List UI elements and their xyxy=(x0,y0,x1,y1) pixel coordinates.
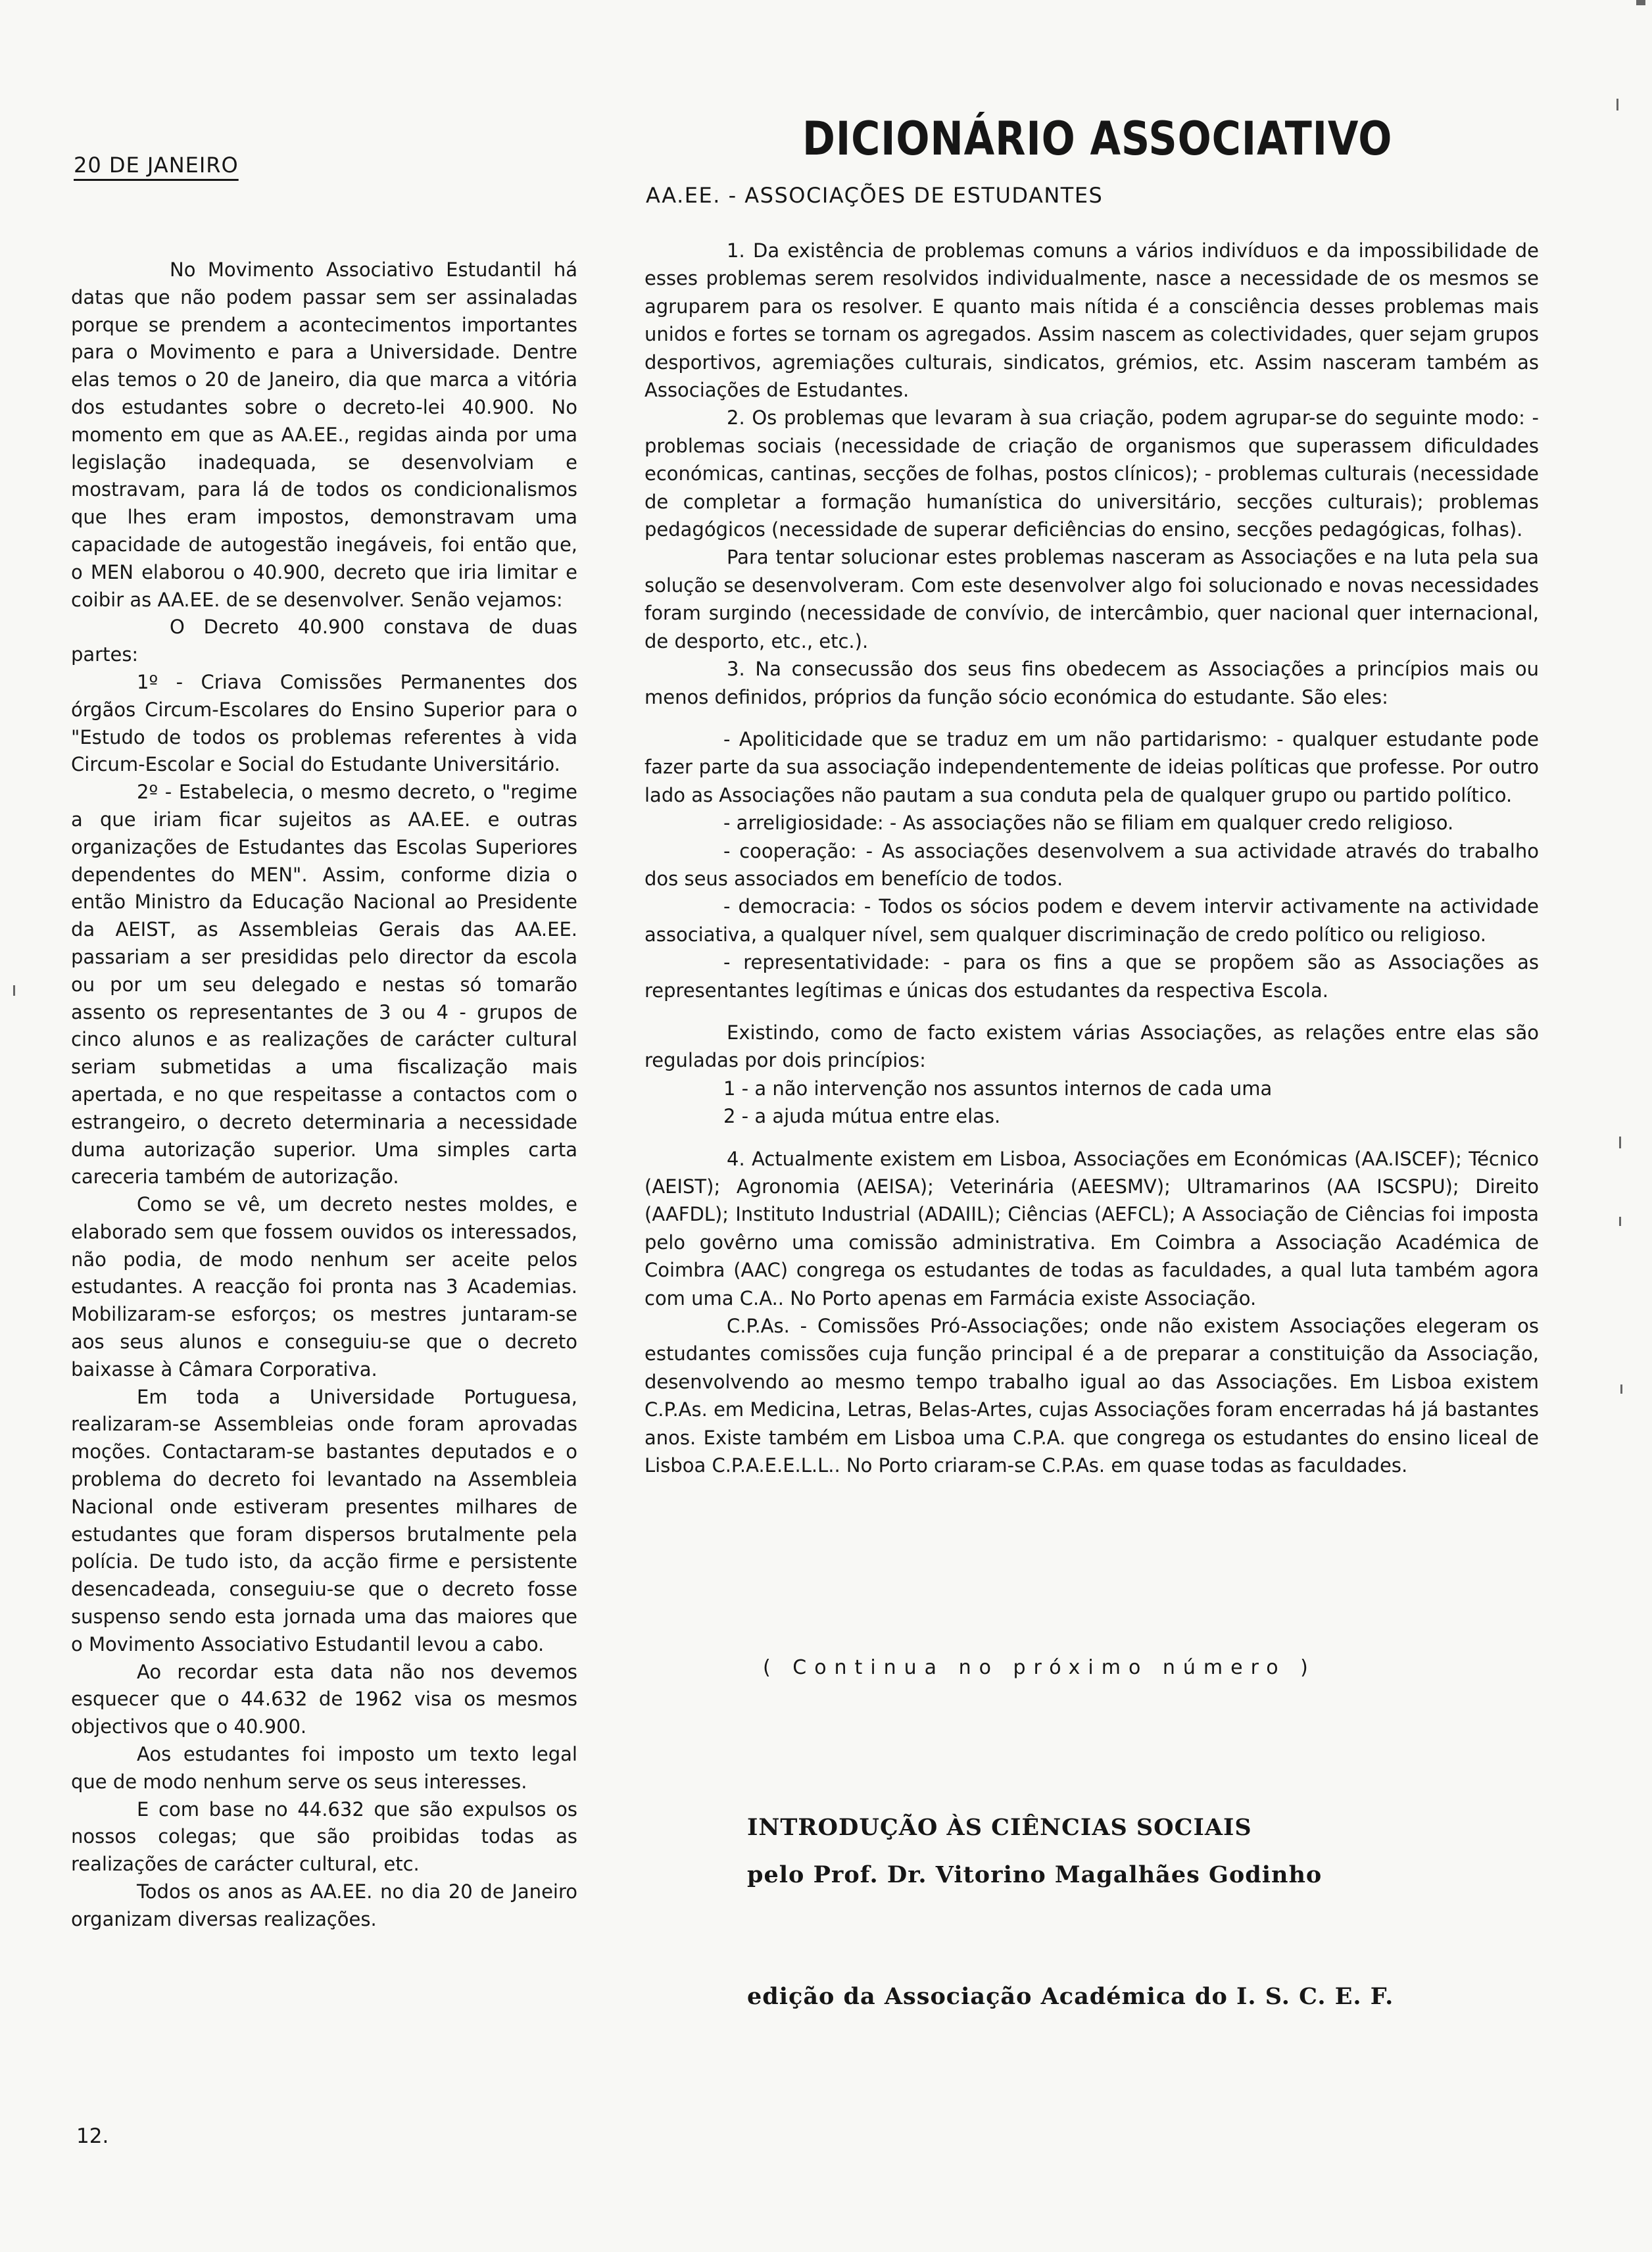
scan-speck xyxy=(1619,1137,1621,1148)
left-paragraph: Todos os anos as AA.EE. no dia 20 de Janeiro organizam diversas realizações. xyxy=(71,1880,577,1930)
right-paragraph: 3. Na consecussão dos seus fins obedecem as Associações a princípios mais ou menos definidos, próprios da função sócio económica do estudante. São eles: xyxy=(644,658,1539,708)
right-paragraph: 4. Actualmente existem em Lisboa, Associações em Económicas (AA.ISCEF); Técnico (AEIST); Agronomia (AEISA); Veterinária (AEESMV); Ultramarinos (AA ISCSPU); Direito (AAFDL); Instituto Industrial (ADAIIL); Ciências (AEFCL); A Associação de Ciências foi imposta pelo govêrno uma comissão administrativa. Em Coimbra a Associação Académica de Coimbra (AAC) congrega os estudantes de todas as faculdades, a qual luta também agora com uma C.A.. No Porto apenas em Farmácia existe Associação. xyxy=(644,1147,1539,1310)
principle-item: - arreligiosidade: - As associações não se filiam em qualquer credo religioso. xyxy=(723,812,1454,835)
book-ad-author: pelo Prof. Dr. Vitorino Magalhães Godinho xyxy=(747,1861,1323,1888)
left-paragraph: Em toda a Universidade Portuguesa, realizaram-se Assembleias onde foram aprovadas moções. Contactaram-se bastantes deputados e o problema do decreto foi levantado na Assembleia Nacional onde estiveram presentes milhares de estudantes que foram dispersos brutalmente pela polícia. De tudo isto, da acção firme e persistente desencadeada, conseguiu-se que o decreto fosse suspenso sendo esta jornada uma das maiores que o Movimento Associativo Estudantil levou a cabo. xyxy=(71,1385,577,1655)
scan-speck xyxy=(1616,99,1618,110)
date-heading: 20 DE JANEIRO xyxy=(74,153,239,178)
relations-intro: Existindo, como de facto existem várias Associações, as relações entre elas são reguladas por dois princípios: xyxy=(644,1021,1539,1072)
principle-item: - Apoliticidade que se traduz em um não partidarismo: - qualquer estudante pode fazer parte da sua associação independentemente de ideias políticas que professe. Por outro lado as Associações não pautam a sua conduta pela de qualquer grupo ou partido político. xyxy=(644,727,1539,806)
right-paragraph: 1. Da existência de problemas comuns a vários indivíduos e da impossibilidade de esses problemas serem resolvidos individualmente, nasce a necessidade de os mesmos se agruparem para os resolver. E quanto mais nítida é a consciência desses problemas mais unidos e fortes se tornam os agregados. Assim nascem as colectividades, quer sejam grupos desportivos, agremiações culturais, sindicatos, grémios, etc. Assim nasceram também as Associações de Estudantes. xyxy=(644,239,1539,402)
page-number: 12. xyxy=(76,2124,109,2148)
scan-speck xyxy=(13,985,15,996)
book-ad-edition: edição da Associação Académica do I. S. C. E. F. xyxy=(747,1983,1394,2010)
principle-item: - representatividade: - para os fins a que se propõem são as Associações as representantes legítimas e únicas dos estudantes da respectiva Escola. xyxy=(644,951,1539,1002)
right-article xyxy=(644,237,1539,1479)
right-paragraph: C.P.As. - Comissões Pró-Associações; onde não existem Associações elegeram os estudantes comissões cuja função principal é a de preparar a constituição da Associação, desenvolvendo ao mesmo tempo trabalho igual ao das Associações. Em Lisboa existem C.P.As. em Medicina, Letras, Belas-Artes, cujas Associações foram encerradas há já bastantes anos. Existe também em Lisboa uma C.P.A. que congrega os estudantes do ensino liceal de Lisboa C.P.A.E.E.L.L.. No Porto criaram-se C.P.As. em quase todas as faculdades. xyxy=(644,1315,1539,1477)
section-subtitle: AA.EE. - ASSOCIAÇÕES DE ESTUDANTES xyxy=(646,183,1104,208)
left-paragraph: 2º - Estabelecia, o mesmo decreto, o "regime a que iriam ficar sujeitos as AA.EE. e outras organizações de Estudantes das Escolas Superiores dependentes do MEN". Assim, conforme dizia o então Ministro da Educação Nacional ao Presidente da AEIST, as Assembleias Gerais das AA.EE. passariam a ser presididas pelo director da escola ou por um seu delegado e nestas só tomarão assento os representantes de 3 ou 4 - grupos de cinco alunos e as realizações de carácter cultural seriam submetidas a uma fiscalização mais apertada, e no que respeitasse a contactos com o estrangeiro, o decreto determinaria a necessidade duma autorização superior. Uma simples carta careceria também de autorização. xyxy=(71,781,577,1188)
left-paragraph: Ao recordar esta data não nos devemos esquecer que o 44.632 de 1962 visa os mesmos objectivos que o 40.900. xyxy=(71,1660,577,1738)
page-title: DICIONÁRIO ASSOCIATIVO xyxy=(802,112,1393,166)
principle-item: - democracia: - Todos os sócios podem e devem intervir activamente na actividade associativa, a qualquer nível, sem qualquer discriminação de credo político ou religioso. xyxy=(644,895,1539,946)
relations-item: 2 - a ajuda mútua entre elas. xyxy=(723,1105,1001,1128)
left-paragraph: Como se vê, um decreto nestes moldes, e elaborado sem que fossem ouvidos os interessados, não podia, de modo nenhum ser aceite pelos estudantes. A reacção foi pronta nas 3 Academias. Mobilizaram-se esforços; os mestres juntaram-se aos seus alunos e conseguiu-se que o decreto baixasse à Câmara Corporativa. xyxy=(71,1193,577,1381)
left-paragraph: E com base no 44.632 que são expulsos os nossos colegas; que são proibidas todas as realizações de carácter cultural, etc. xyxy=(71,1798,577,1876)
scan-speck xyxy=(1620,1384,1622,1394)
left-paragraph: Aos estudantes foi imposto um texto legal que de modo nenhum serve os seus interesses. xyxy=(71,1743,577,1793)
book-ad-title: INTRODUÇÃO ÀS CIÊNCIAS SOCIAIS xyxy=(747,1814,1252,1841)
left-paragraph: 1º - Criava Comissões Permanentes dos órgãos Circum-Escolares do Ensino Superior para o "Estudo de todos os problemas referentes à vida Circum-Escolar e Social do Estudante Universitário. xyxy=(71,670,577,776)
left-paragraph: No Movimento Associativo Estudantil há datas que não podem passar sem ser assinaladas porque se prendem a acontecimentos importantes para o Movimento e para a Universidade. Dentre elas temos o 20 de Janeiro, dia que marca a vitória dos estudantes sobre o decreto-lei 40.900. No momento em que as AA.EE., regidas ainda por uma legislação inadequada, se desenvolviam e mostravam, para lá de todos os condicionalismos que lhes eram impostos, demonstravam uma capacidade de autogestão inegáveis, foi então que, o MEN elaborou o 40.900, decreto que iria limitar e coibir as AA.EE. de se desenvolver. Senão vejamos: xyxy=(71,258,577,611)
principle-item: - cooperação: - As associações desenvolvem a sua actividade através do trabalho dos seus associados em benefício de todos. xyxy=(644,839,1539,890)
scan-speck xyxy=(1636,0,1645,5)
right-paragraph: 2. Os problemas que levaram à sua criação, podem agrupar-se do seguinte modo: - problemas sociais (necessidade de criação de organismos que superassem dificuldades económicas, cantinas, secções de folhas, postos clínicos); - problemas culturais (necessidade de completar a formação humanística do universitário, secções culturais); problemas pedagógicos (necessidade de superar deficiências do ensino, secções pedagógicas, folhas). xyxy=(644,406,1539,541)
right-paragraph: Para tentar solucionar estes problemas nasceram as Associações e na luta pela sua solução se desenvolveram. Com este desenvolver algo foi solucionado e novas necessidades foram surgindo (necessidade de convívio, de intercâmbio, quer nacional quer internacional, de desporto, etc., etc.). xyxy=(644,546,1539,652)
continued-notice: ( Continua no próximo número ) xyxy=(763,1656,1316,1679)
left-article xyxy=(71,257,577,1934)
left-paragraph: O Decreto 40.900 constava de duas partes: xyxy=(71,616,577,666)
scan-speck xyxy=(1619,1217,1621,1226)
relations-item: 1 - a não intervenção nos assuntos internos de cada uma xyxy=(723,1077,1273,1100)
